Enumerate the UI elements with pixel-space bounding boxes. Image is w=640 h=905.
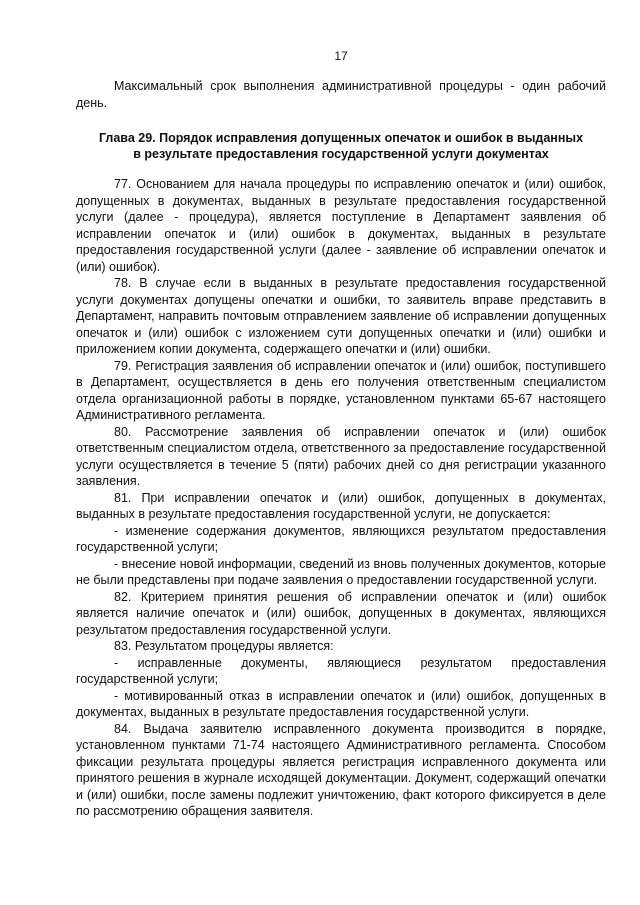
intro-paragraph: Максимальный срок выполнения административной процедуры - один рабочий день. [76, 79, 606, 110]
paragraph-83-item-1: - исправленные документы, являющиеся результатом предоставления государственной услуги; [76, 655, 606, 686]
paragraph-83: 83. Результатом процедуры является: [114, 639, 334, 653]
paragraph-81-item-1: - изменение содержания документов, являющихся результатом предоставления государственной услуги; [76, 523, 606, 554]
paragraph-77: 77. Основанием для начала процедуры по исправлению опечаток и (или) ошибок, допущенных в документах, выданных в результате предоставления государственной услуги (далее - процедура), является поступление в Департамент заявления об исправлении опечаток и (или) ошибок в документах, выданных в результате предоставления государственной услуги (далее - заявление об исправлении опечаток и (или) ошибок). [76, 177, 606, 274]
chapter-heading [76, 131, 606, 162]
paragraph-79: 79. Регистрация заявления об исправлении опечаток и (или) ошибок, поступившего в Департамент, осуществляется в день его получения ответственным специалистом отдела организационной работы в порядке, установленном пунктами 65-67 настоящего Административного регламента. [76, 358, 606, 422]
paragraph-84: 84. Выдача заявителю исправленного документа производится в порядке, установленном пунктами 71-74 настоящего Административного регламента. Способом фиксации результата процедуры является регистрация исправленного документа или принятого решения в журнале исходящей документации. Документ, содержащий опечатки и (или) ошибки, после замены подлежит уничтожению, факт которого фиксируется в деле по рассмотрению обращения заявителя. [76, 721, 606, 818]
chapter-heading-line-1: Глава 29. Порядок исправления допущенных опечаток и ошибок в выданных [98, 131, 584, 145]
paragraph-80: 80. Рассмотрение заявления об исправлении опечаток и (или) ошибок ответственным специалистом отдела, ответственного за предоставление государственной услуги осуществляется в течение 5 (пяти) рабочих дней со дня регистрации указанного заявления. [76, 424, 606, 488]
paragraph-82: 82. Критерием принятия решения об исправлении опечаток и (или) ошибок является наличие опечаток и (или) ошибок, допущенных в документах, являющихся результатом предоставления государственной услуги. [76, 589, 606, 637]
paragraph-78: 78. В случае если в выданных в результате предоставления государственной услуги документах допущены опечатки и ошибки, то заявитель вправе представить в Департамент, направить почтовым отправлением заявление об исправлении допущенных опечаток и (или) ошибок с изложением сути допущенных опечатки и (или) ошибки и приложением копии документа, содержащего опечатки и (или) ошибки. [76, 276, 606, 356]
paragraph-81: 81. При исправлении опечаток и (или) ошибок, допущенных в документах, выданных в результате предоставления государственной услуги, не допускается: [76, 490, 606, 521]
page-number: 17 [334, 49, 348, 63]
document-body [76, 78, 606, 820]
chapter-heading-line-2: в результате предоставления государственной услуги документах [133, 146, 549, 161]
paragraph-81-item-2: - внесение новой информации, сведений из вновь полученных документов, которые не были представлены при подаче заявления о предоставлении государственной услуги. [76, 556, 606, 587]
paragraph-83-item-2: - мотивированный отказ в исправлении опечаток и (или) ошибок, допущенных в документах, выданных в результате предоставления государственной услуги. [76, 688, 606, 719]
